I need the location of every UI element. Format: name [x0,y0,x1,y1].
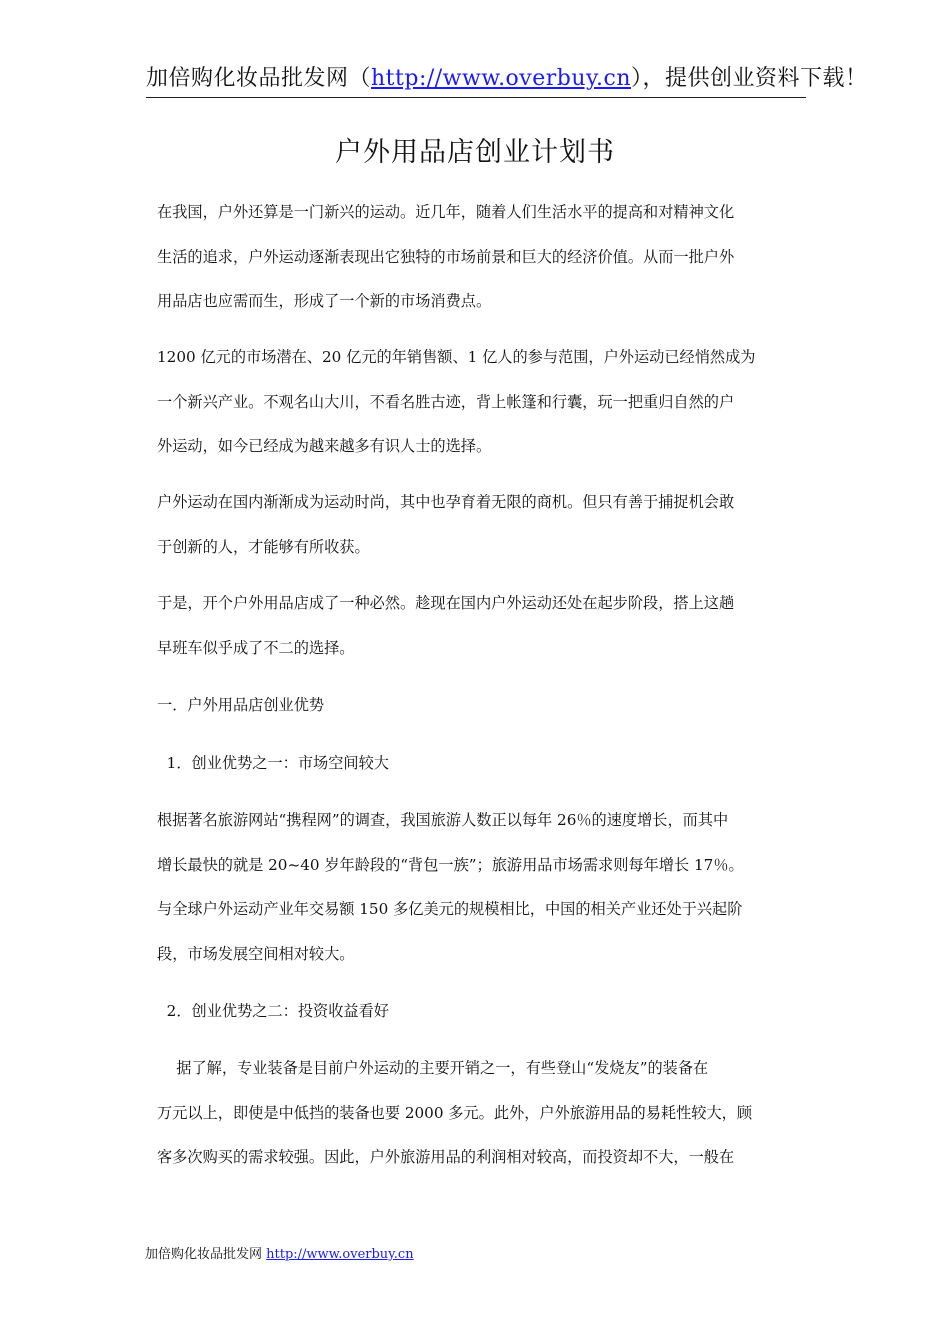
text-line: 与全球户外运动产业年交易额 150 多亿美元的规模相比，中国的相关产业还处于兴起阶 [157,900,743,918]
subsection-heading: 1．创业优势之一：市场空间较大 [157,754,389,772]
text-line: 用品店也应需而生，形成了一个新的市场消费点。 [157,292,492,310]
footer-link[interactable]: http://www.overbuy.cn [266,1247,414,1262]
text-line: 户外运动在国内渐渐成为运动时尚，其中也孕育着无限的商机。但只有善于捕捉机会敢 [157,493,735,511]
text-line: 于是，开个户外用品店成了一种必然。趁现在国内户外运动还处在起步阶段，搭上这趟 [157,594,735,612]
text-line: 1200 亿元的市场潜在、20 亿元的年销售额、1 亿人的参与范围，户外运动已经悄然成为 [157,348,756,366]
page-footer [145,1246,414,1264]
text-line: 根据著名旅游网站“携程网”的调查，我国旅游人数正以每年 26％的速度增长，而其中 [157,811,729,829]
section-heading: 一．户外用品店创业优势 [157,696,325,714]
subsection-heading: 2．创业优势之二：投资收益看好 [157,1002,389,1020]
header-divider [146,97,806,98]
text-line: 据了解，专业装备是目前户外运动的主要开销之一，有些登山“发烧友”的装备在 [157,1059,709,1077]
page-header [146,64,868,94]
text-line: 段，市场发展空间相对较大。 [157,945,355,963]
header-link[interactable]: http://www.overbuy.cn [371,66,632,91]
text-line: 一个新兴产业。不观名山大川，不看名胜古迹，背上帐篷和行囊，玩一把重归自然的户 [157,393,735,411]
text-line: 在我国，户外还算是一门新兴的运动。近几年，随着人们生活水平的提高和对精神文化 [157,203,735,221]
header-prefix: 加倍购化妆品批发网（ [146,66,372,91]
text-line: 早班车似乎成了不二的选择。 [157,639,355,657]
document-title: 户外用品店创业计划书 [335,137,615,168]
text-line: 万元以上，即使是中低挡的装备也要 2000 多元。此外，户外旅游用品的易耗性较大，顾 [157,1104,753,1122]
text-line: 外运动，如今已经成为越来越多有识人士的选择。 [157,437,492,455]
footer-text: 加倍购化妆品批发网 [145,1247,267,1262]
text-line: 生活的追求，户外运动逐渐表现出它独特的市场前景和巨大的经济价值。从而一批户外 [157,248,735,266]
text-line: 增长最快的就是 20~40 岁年龄段的“背包一族”；旅游用品市场需求则每年增长 17％。 [157,856,744,874]
header-suffix: ），提供创业资料下载！ [631,66,868,91]
text-line: 于创新的人，才能够有所收获。 [157,538,370,556]
text-line: 客多次购买的需求较强。因此，户外旅游用品的利润相对较高，而投资却不大，一般在 [157,1148,735,1166]
